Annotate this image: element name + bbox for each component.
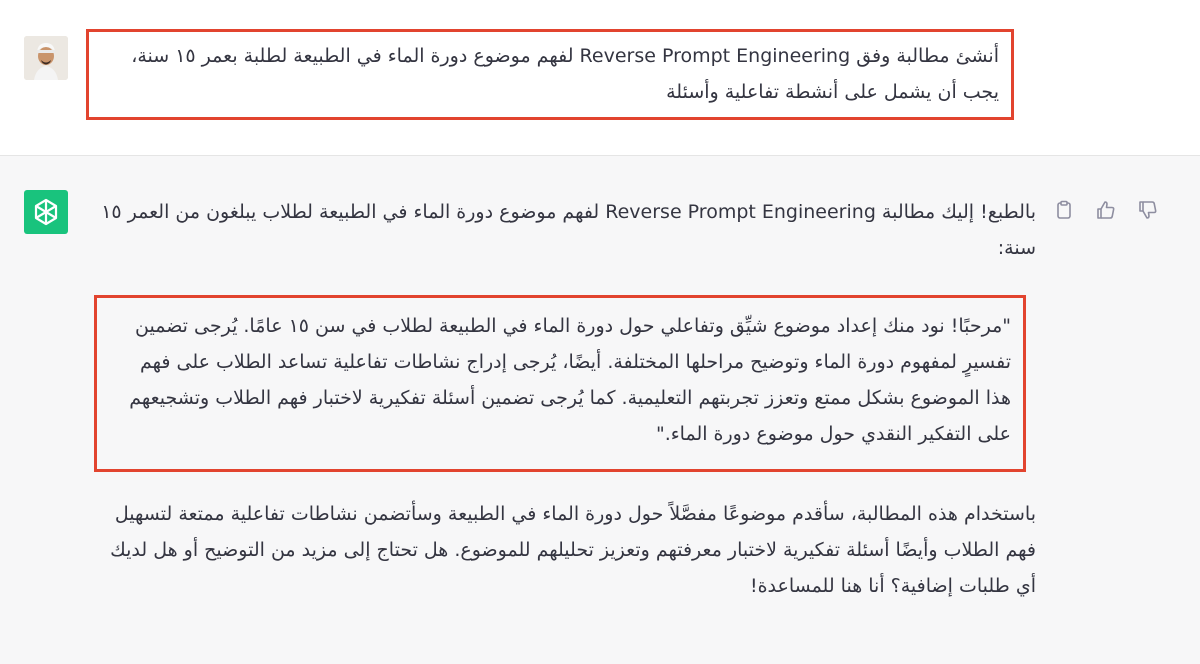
- assistant-closing-text: باستخدام هذه المطالبة، سأقدم موضوعًا مفصَّلاً حول دورة الماء في الطبيعة وسأتضمن نشاطات تفاعلية ممتعة لتسهيل فهم الطلاب وأيضًا أسئلة تفكيرية لاختبار معرفتهم وتعزيز تحليلهم للموضوع. هل تحتاج إلى مزيد من التوضيح أو هل لديك أي طلبات إضافية؟ أنا هنا للمساعدة!: [110, 503, 1036, 597]
- thumbs-up-icon: [1095, 199, 1117, 221]
- user-avatar-image: [24, 36, 68, 80]
- quoted-prompt-text: "مرحبًا! نود منك إعداد موضوع شيِّق وتفاعلي حول دورة الماء في الطبيعة لطلاب في سن ١٥ عامًا. يُرجى تضمين تفسيرٍ لمفهوم دورة الماء وتوضيح مراحلها المختلفة. أيضًا، يُرجى إدراج نشاطات تفاعلية تساعد الطلاب على فهم هذا الموضوع بشكل ممتع وتعزز تجربتهم التعليمية. كما يُرجى تضمين أسئلة تفكيرية لاختبار فهم الطلاب وتشجيعهم على التفكير النقدي حول موضوع دورة الماء.": [129, 315, 1011, 445]
- thumbs-down-icon: [1137, 199, 1159, 221]
- quoted-prompt-highlight: [94, 295, 1026, 472]
- user-message-row: [0, 0, 1200, 156]
- user-prompt-highlight: [86, 29, 1014, 120]
- message-actions: [1052, 198, 1160, 222]
- openai-logo-glyph: [30, 196, 62, 228]
- assistant-message-row: [0, 156, 1200, 664]
- assistant-intro: [96, 194, 1036, 266]
- dislike-button[interactable]: [1136, 198, 1160, 222]
- like-button[interactable]: [1094, 198, 1118, 222]
- assistant-closing: [96, 496, 1036, 604]
- user-avatar: [24, 36, 68, 80]
- clipboard-icon: [1054, 200, 1074, 220]
- user-prompt-text: أنشئ مطالبة وفق Reverse Prompt Engineering لفهم موضوع دورة الماء في الطبيعة لطلبة بعمر ١٥ سنة، يجب أن يشمل على أنشطة تفاعلية وأسئلة: [131, 45, 999, 103]
- openai-logo-icon: [24, 190, 68, 234]
- copy-button[interactable]: [1052, 198, 1076, 222]
- assistant-intro-text: بالطبع! إليك مطالبة Reverse Prompt Engineering لفهم موضوع دورة الماء في الطبيعة لطلاب يبلغون من العمر ١٥ سنة:: [101, 201, 1036, 259]
